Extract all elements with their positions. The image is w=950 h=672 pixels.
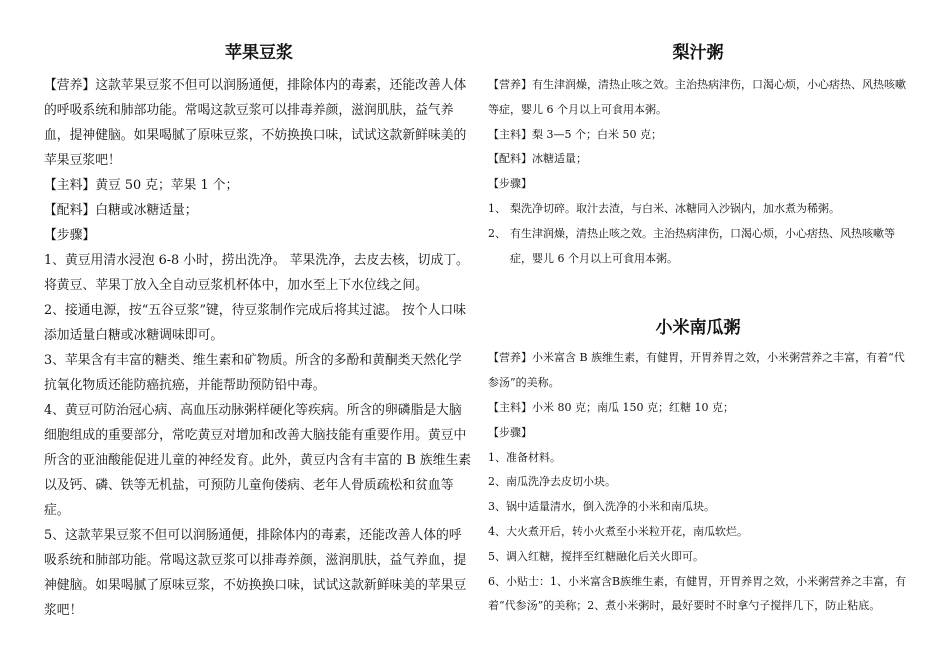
pear-step-1-number: 1、 [488,201,506,215]
apple-nutrition: 【营养】这款苹果豆浆不但可以润肠通便，排除体内的毒素，还能改善人体的呼吸系统和肺部功能。常喝这款豆浆可以排毒养颜，滋润肌肤，益气养血，提神健脑。如果喝腻了原味豆浆，不妨换换口味，试试这款新鲜味美的苹果豆浆吧！ [44,78,467,168]
millet-step-3: 3、锅中适量清水，倒入洗净的小米和南瓜块。 [488,500,715,514]
millet-steps-label: 【步骤】 [488,425,532,439]
pear-step-1-text: 梨洗净切碎。取汁去渣，与白米、冰糖同入沙锅内，加水煮为稀粥。 [510,201,840,215]
millet-pumpkin-title: 小米南瓜粥 [655,318,741,339]
apple-steps-label: 【步骤】 [44,228,96,243]
pear-nutrition: 【营养】有生津润燥，清热止咳之效。主治热病津伤，口渴心烦，小心痞热、风热咳嗽等症，婴儿 6 个月以上可食用本粥。 [488,78,906,116]
apple-extra-ingredients: 【配料】白糖或冰糖适量； [44,203,198,218]
millet-step-4: 4、大火煮开后，转小火煮至小米粒开花，南瓜软烂。 [488,524,748,538]
apple-soymilk-title: 苹果豆浆 [225,43,293,63]
pear-steps-label: 【步骤】 [488,177,532,191]
pear-step-2 [488,222,908,272]
pear-main-ingredients: 【主料】梨 3—5 个；白米 50 克； [488,127,662,141]
pear-step-2-number: 2、 [488,226,506,240]
pear-porridge-title: 梨汁粥 [672,43,724,63]
pear-extra-ingredients: 【配料】冰糖适量； [488,152,587,166]
apple-step-1: 1、黄豆用清水浸泡 6-8 小时，捞出洗净。 苹果洗净，去皮去核，切成丁。将黄豆、苹果丁放入全自动豆浆机杯体中，加水至上下水位线之间。 [44,253,469,293]
apple-step-4: 4、黄豆可防治冠心病、高血压动脉粥样硬化等疾病。所含的卵磷脂是大脑细胞组成的重要部分，常吃黄豆对增加和改善大脑技能有重要作用。黄豆中所含的亚油酸能促进儿童的神经发育。此外，黄豆内含有丰富的 B 族维生素以及钙、磷、铁等无机盐，可预防儿童佝偻病、老年人骨质疏松和贫血等症。 [44,403,472,518]
left-column [44,0,474,623]
millet-tips: 6、小贴士：1、小米富含B族维生素，有健胃，开胃养胃之效，小米粥营养之丰富，有着“代参汤”的美称；2、煮小米粥时，最好要时不时拿勺子搅拌几下，防止粘底。 [488,574,907,613]
right-column [488,0,908,619]
pear-step-2-text: 有生津润燥，清热止咳之效。主治热病津伤，口渴心烦，小心痞热、风热咳嗽等症，婴儿 6 个月以上可食用本粥。 [510,226,895,265]
apple-main-ingredients: 【主料】黄豆 50 克；苹果 1 个； [44,178,239,193]
apple-step-3: 3、苹果含有丰富的糖类、维生素和矿物质。所含的多酚和黄酮类天然化学抗氧化物质还能防癌抗癌，并能帮助预防铅中毒。 [44,353,462,393]
apple-step-5: 5、这款苹果豆浆不但可以润肠通便，排除体内的毒素，还能改善人体的呼吸系统和肺部功能。常喝这款豆浆可以排毒养颜，滋润肌肤，益气养血，提神健脑。如果喝腻了原味豆浆，不妨换换口味，试试这款新鲜味美的苹果豆浆吧！ [44,528,467,618]
millet-nutrition: 【营养】小米富含 B 族维生素，有健胃，开胃养胃之效，小米粥营养之丰富，有着“代参汤”的美称。 [488,351,905,390]
millet-step-1: 1、准备材料。 [488,450,561,464]
millet-step-5: 5、调入红糖，搅拌至红糖融化后关火即可。 [488,549,704,563]
apple-step-2: 2、接通电源，按“五谷豆浆”键，待豆浆制作完成后将其过滤。 按个人口味添加适量白糖或冰糖调味即可。 [44,303,466,343]
pear-step-1 [488,197,908,222]
millet-step-2: 2、南瓜洗净去皮切小块。 [488,475,616,489]
millet-main-ingredients: 【主料】小米 80 克；南瓜 150 克；红糖 10 克； [488,400,734,414]
